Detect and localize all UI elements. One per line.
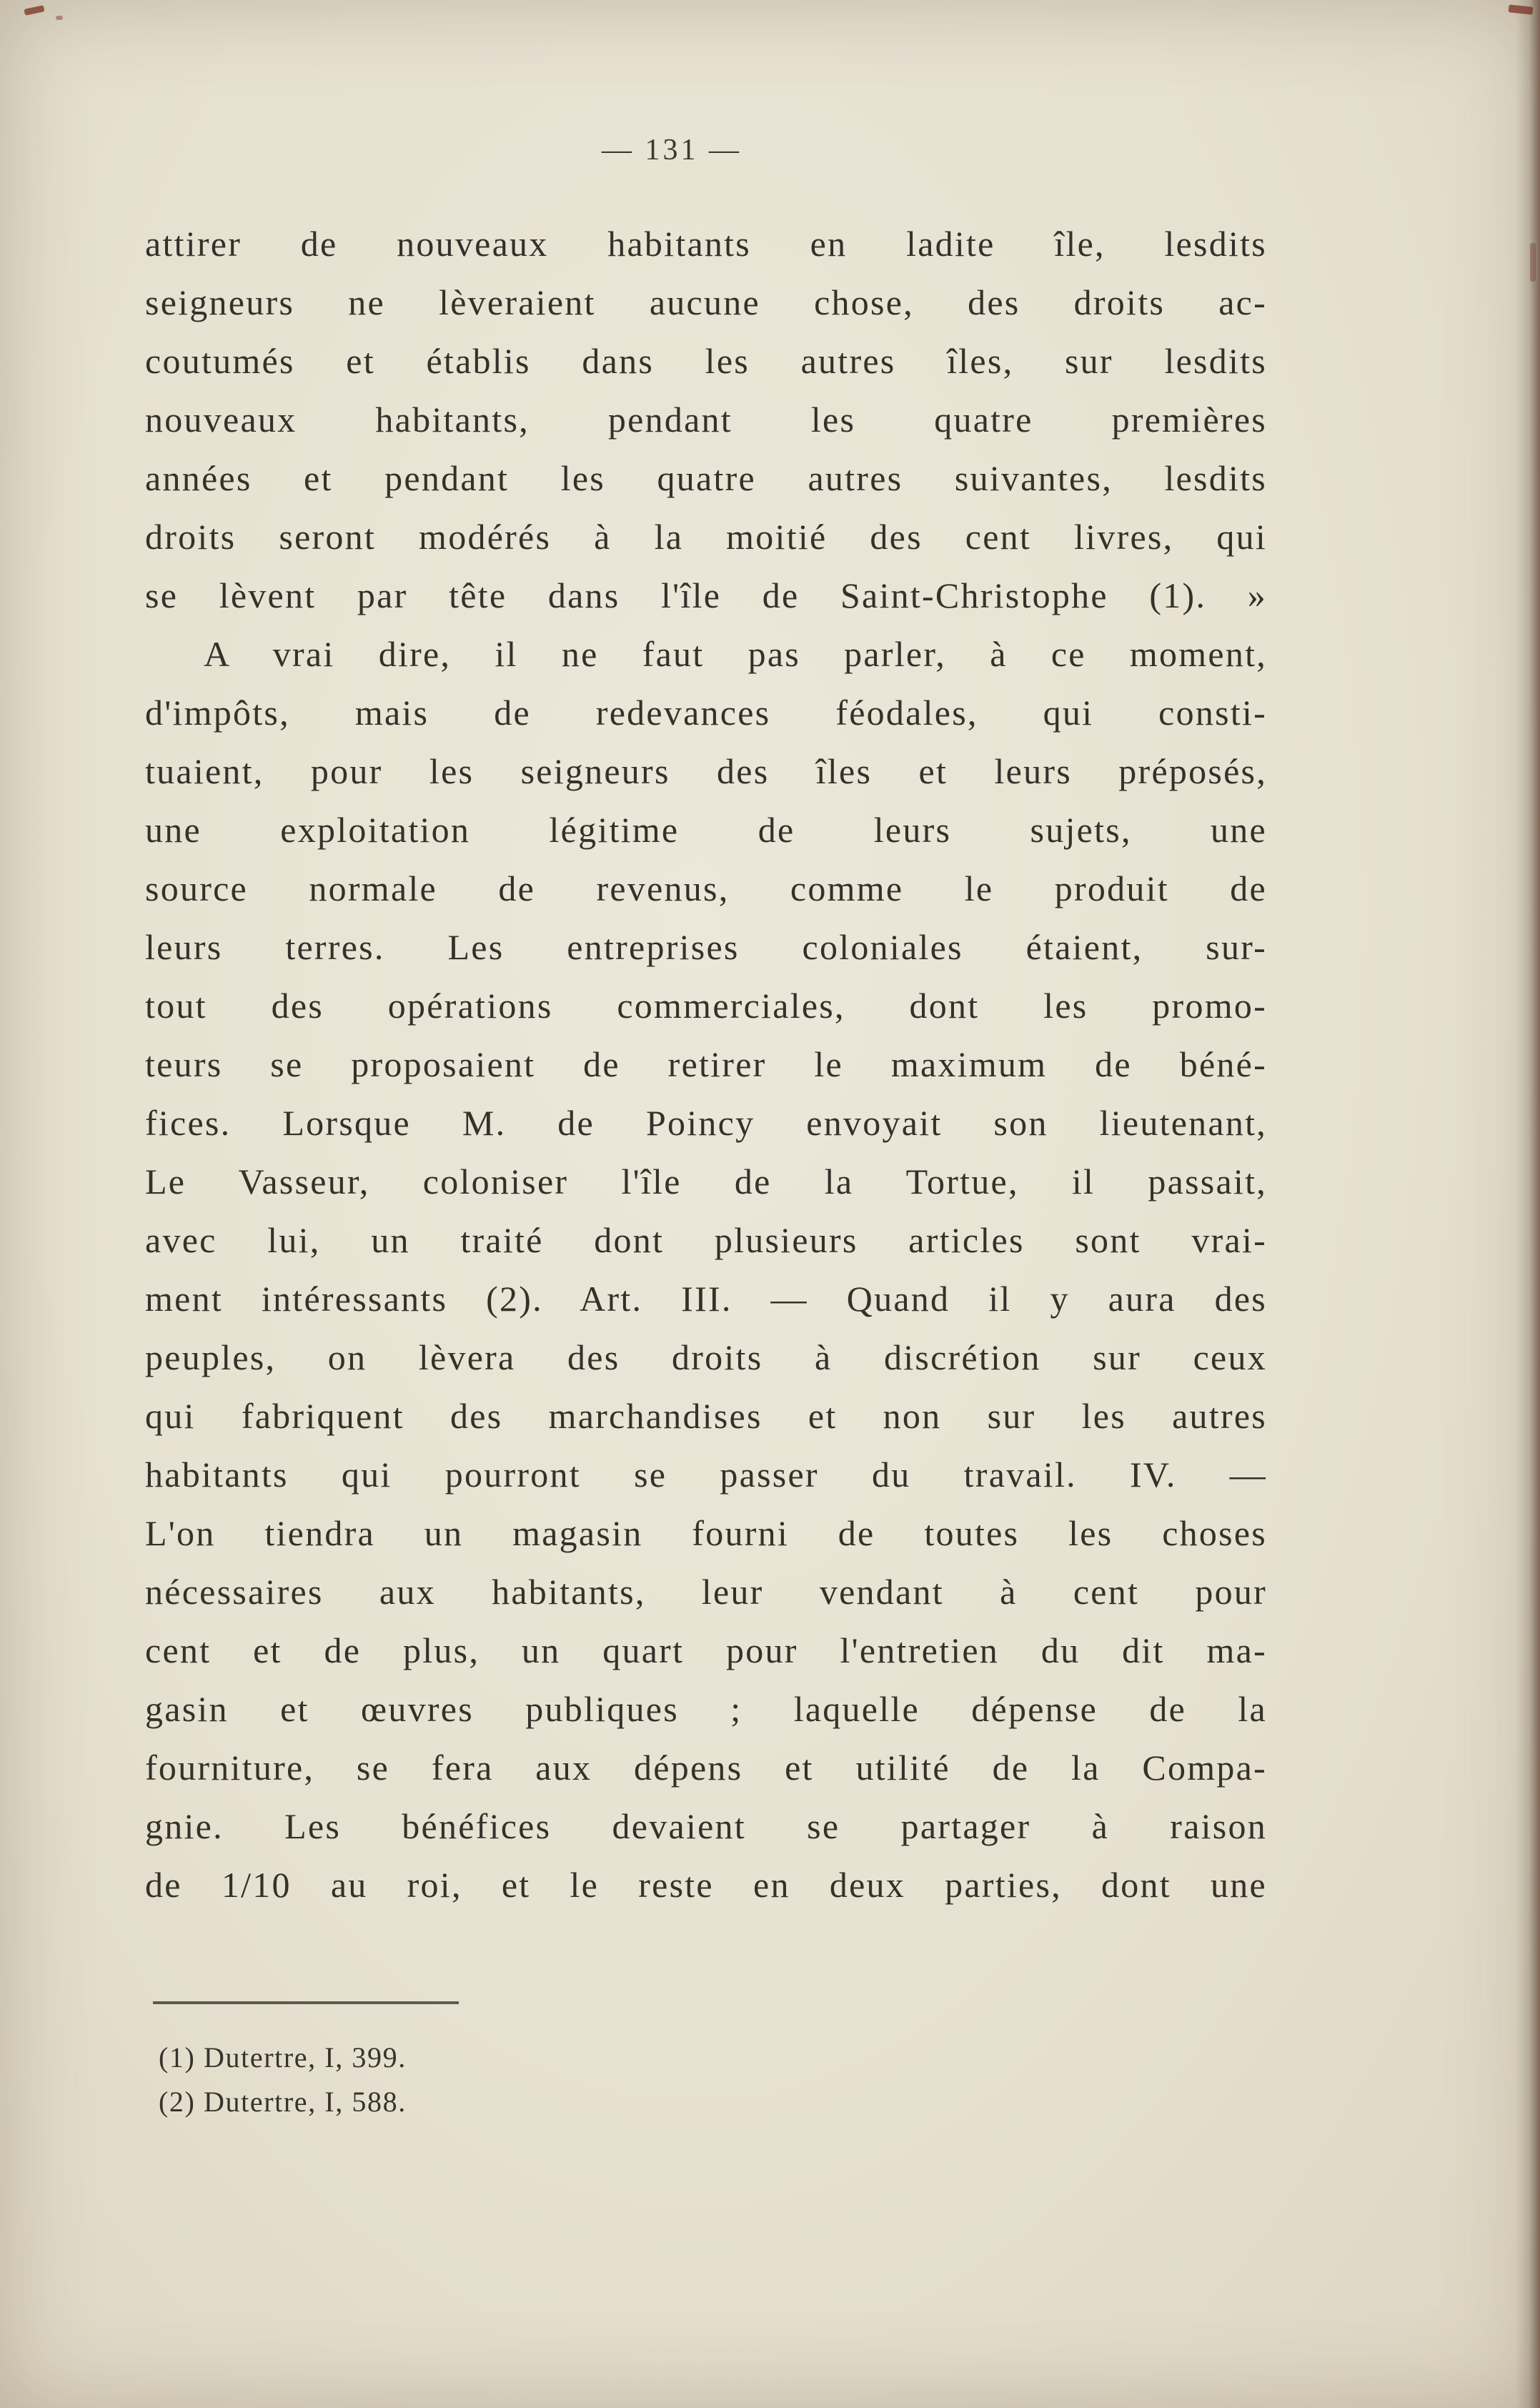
text-line: d'impôts, mais de redevances féodales, qui consti- [145,693,1267,733]
text-line: attirer de nouveaux habitants en ladite île, lesdits [145,224,1267,264]
text-line: fourniture, se fera aux dépens et utilité de la Compa- [145,1748,1267,1788]
text-line: nouveaux habitants, pendant les quatre premières [145,400,1267,440]
text-line: droits seront modérés à la moitié des cent livres, qui [145,517,1267,557]
text-line: coutumés et établis dans les autres îles, sur lesdits [145,341,1267,381]
page-edge-shadow [1516,0,1540,2408]
text-line: teurs se proposaient de retirer le maximum de béné- [145,1044,1267,1084]
text-line: avec lui, un traité dont plusieurs articles sont vrai- [145,1220,1267,1260]
text-line: se lèvent par tête dans l'île de Saint-Christophe (1). » [145,575,1267,615]
text-line: nécessaires aux habitants, leur vendant à cent pour [145,1572,1267,1612]
footnotes [159,2036,1231,2124]
footnote: (1) Dutertre, I, 399. [159,2041,407,2073]
text-line: seigneurs ne lèveraient aucune chose, des droits ac- [145,282,1267,322]
text-line: ment intéressants (2). Art. III. — Quand il y aura des [145,1279,1267,1319]
scan-artifact [24,5,44,16]
scan-artifact [56,16,63,20]
text-line: qui fabriquent des marchandises et non sur les autres [145,1396,1267,1436]
footnote-separator [153,2001,459,2004]
text-line: cent et de plus, un quart pour l'entretien du dit ma- [145,1630,1267,1670]
text-line: tuaient, pour les seigneurs des îles et leurs préposés, [145,751,1267,791]
text-line: leurs terres. Les entreprises coloniales étaient, sur- [145,927,1267,967]
text-line: habitants qui pourront se passer du travail. IV. — [145,1455,1267,1495]
text-line: A vrai dire, il ne faut pas parler, à ce moment, [204,634,1267,674]
text-line: une exploitation légitime de leurs sujets, une [145,810,1267,850]
text-line: tout des opérations commerciales, dont les promo- [145,986,1267,1026]
text-line: années et pendant les quatre autres suivantes, lesdits [145,458,1267,498]
text-line: gasin et œuvres publiques ; laquelle dépense de la [145,1689,1267,1729]
text-line: source normale de revenus, comme le produit de [145,868,1267,908]
text-line: fices. Lorsque M. de Poincy envoyait son lieutenant, [145,1103,1267,1143]
text-block [145,214,1267,1914]
text-line: L'on tiendra un magasin fourni de toutes les choses [145,1513,1267,1553]
text-line: Le Vasseur, coloniser l'île de la Tortue, il passait, [145,1161,1267,1201]
scan-artifact [1509,4,1534,14]
page-number: — 131 — [602,134,742,167]
footnote: (2) Dutertre, I, 588. [159,2086,407,2118]
scan-artifact [1530,243,1536,282]
text-line: de 1/10 au roi, et le reste en deux parties, dont une [145,1865,1267,1905]
text-line: gnie. Les bénéfices devaient se partager à raison [145,1806,1267,1846]
text-line: peuples, on lèvera des droits à discrétion sur ceux [145,1337,1267,1377]
